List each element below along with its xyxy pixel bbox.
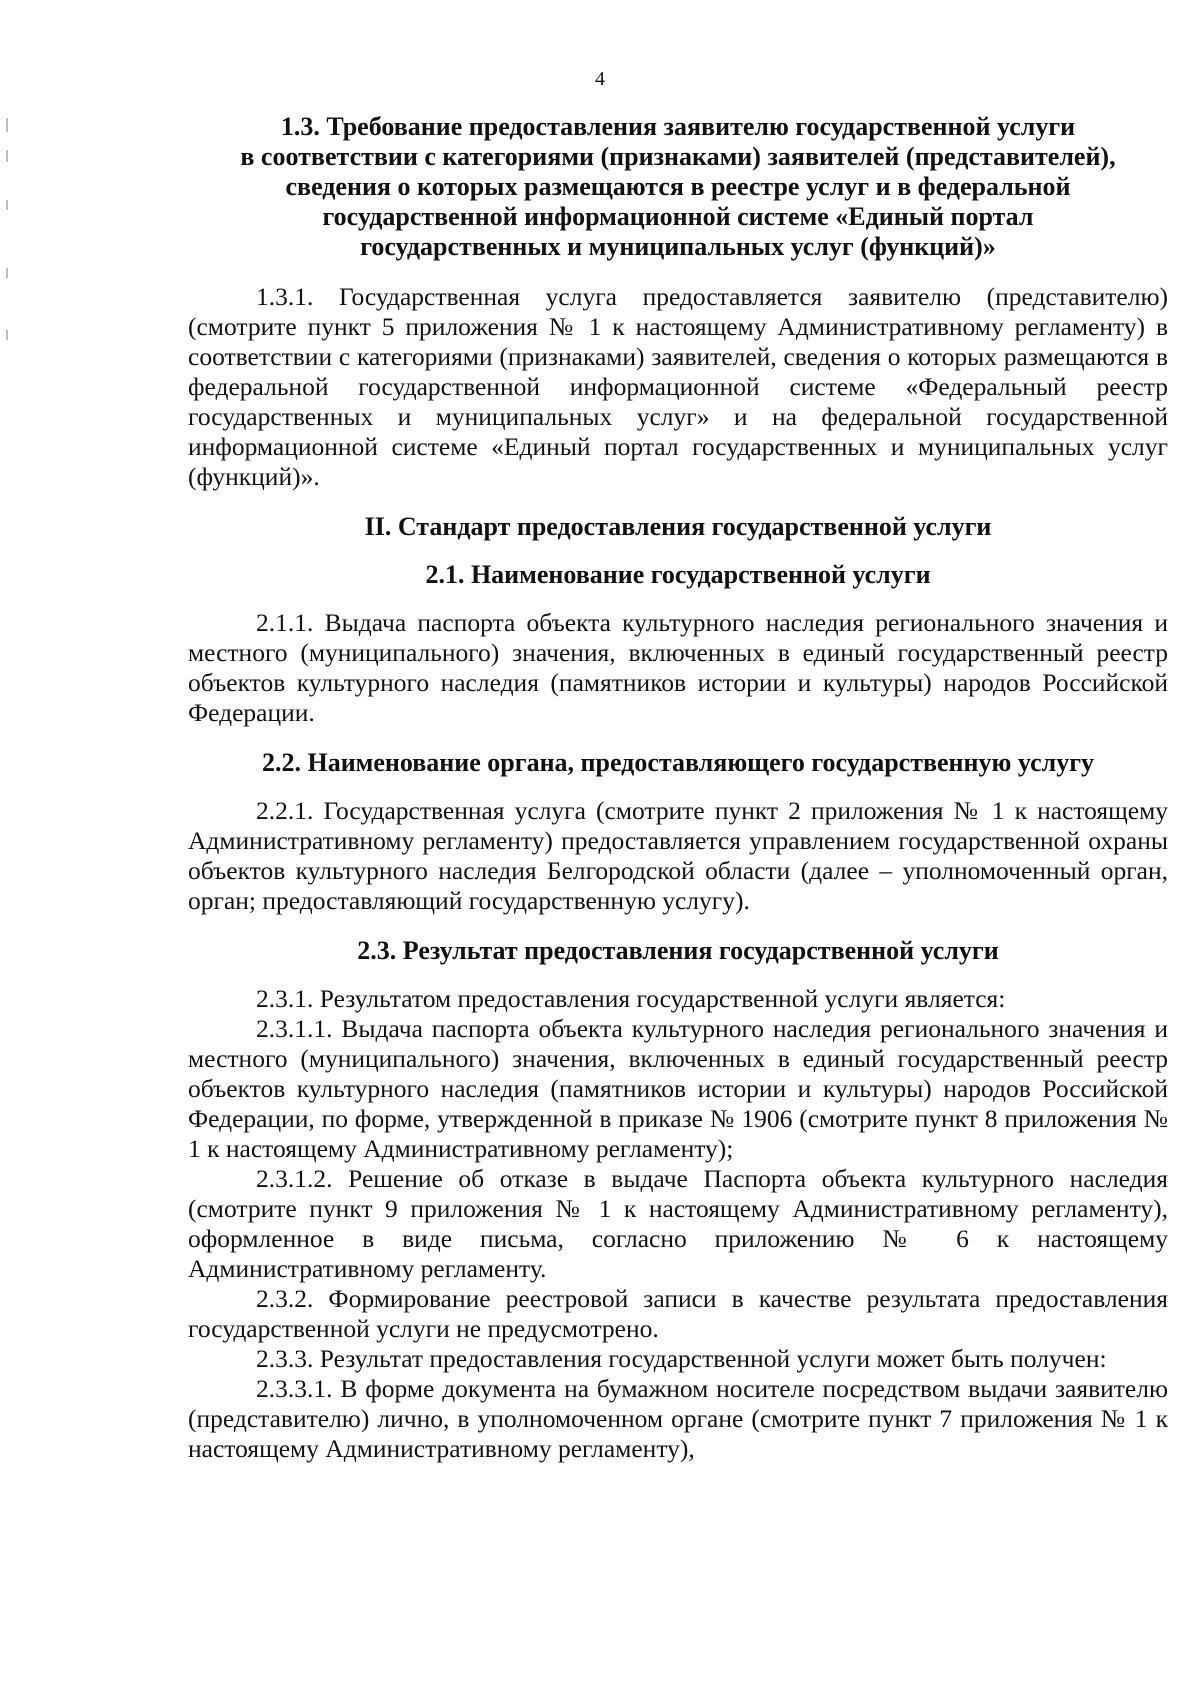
section-1-3-heading [188,112,1168,262]
section-2-3-heading: 2.3. Результат предоставления государственной услуги [357,936,999,965]
heading-line: сведения о которых размещаются в реестре услуг и в федеральной [285,172,1071,201]
paragraph-2-3-1: 2.3.1. Результатом предоставления государственной услуги является: [256,984,1006,1013]
paragraph-2-1-1: 2.1.1. Выдача паспорта объекта культурного наследия регионального значения и местного (муниципального) значения, включенных в единый государственный реестр объектов культурного наследия (памятников истории и культуры) народов Российской Федерации. [188,608,1168,727]
scan-edge-mark [6,268,8,278]
document-body [188,112,1168,1464]
page-number: 4 [595,68,605,90]
scan-edge-mark [6,330,8,340]
paragraph-2-3-1-1: 2.3.1.1. Выдача паспорта объекта культурного наследия регионального значения и местного (муниципального) значения, включенных в единый государственный реестр объектов культурного наследия (памятников истории и культуры) народов Российской Федерации, по форме, утвержденной в приказе № 1906 (смотрите пункт 8 приложения № 1 к настоящему Административному регламенту); [188,1014,1168,1163]
section-2-2-heading: 2.2. Наименование органа, предоставляющего государственную услугу [261,748,1095,777]
section-2-1-heading: 2.1. Наименование государственной услуги [425,560,931,589]
paragraph-2-3-3-1: 2.3.3.1. В форме документа на бумажном носителе посредством выдачи заявителю (представителю) лично, в уполномоченном органе (смотрите пункт 7 приложения № 1 к настоящему Административному регламенту), [188,1374,1168,1463]
scan-edge-mark [6,118,8,132]
scan-edge-mark [6,150,8,162]
paragraph-2-3-2: 2.3.2. Формирование реестровой записи в качестве результата предоставления государственной услуги не предусмотрено. [188,1284,1168,1343]
heading-line: государственных и муниципальных услуг (функций)» [360,232,996,261]
paragraph-2-3-3: 2.3.3. Результат предоставления государственной услуги может быть получен: [256,1344,1107,1373]
paragraph-1-3-1: 1.3.1. Государственная услуга предоставляется заявителю (представителю) (смотрите пункт 5 приложения № 1 к настоящему Административному регламенту) в соответствии с категориями (признаками) заявителей, сведения о которых размещаются в федеральной государственной информационной системе «Федеральный реестр государственных и муниципальных услуг» и на федеральной государственной информационной системе «Единый портал государственных и муниципальных услуг (функций)». [188,282,1168,491]
heading-line: государственной информационной системе «Единый портал [322,202,1034,231]
heading-line: 1.3. Требование предоставления заявителю государственной услуги [280,112,1076,141]
paragraph-2-2-1: 2.2.1. Государственная услуга (смотрите пункт 2 приложения № 1 к настоящему Административному регламенту) предоставляется управлением государственной охраны объектов культурного наследия Белгородской области (далее – уполномоченный орган, орган; предоставляющий государственную услугу). [188,796,1168,915]
paragraph-2-3-1-2: 2.3.1.2. Решение об отказе в выдаче Паспорта объекта культурного наследия (смотрите пункт 9 приложения № 1 к настоящему Административному регламенту), оформленное в виде письма, согласно приложению № 6 к настоящему Административному регламенту. [188,1164,1168,1283]
scan-edge-mark [6,200,8,210]
section-II-heading: II. Стандарт предоставления государственной услуги [364,512,992,541]
heading-line: в соответствии с категориями (признаками) заявителей (представителей), [240,142,1116,171]
